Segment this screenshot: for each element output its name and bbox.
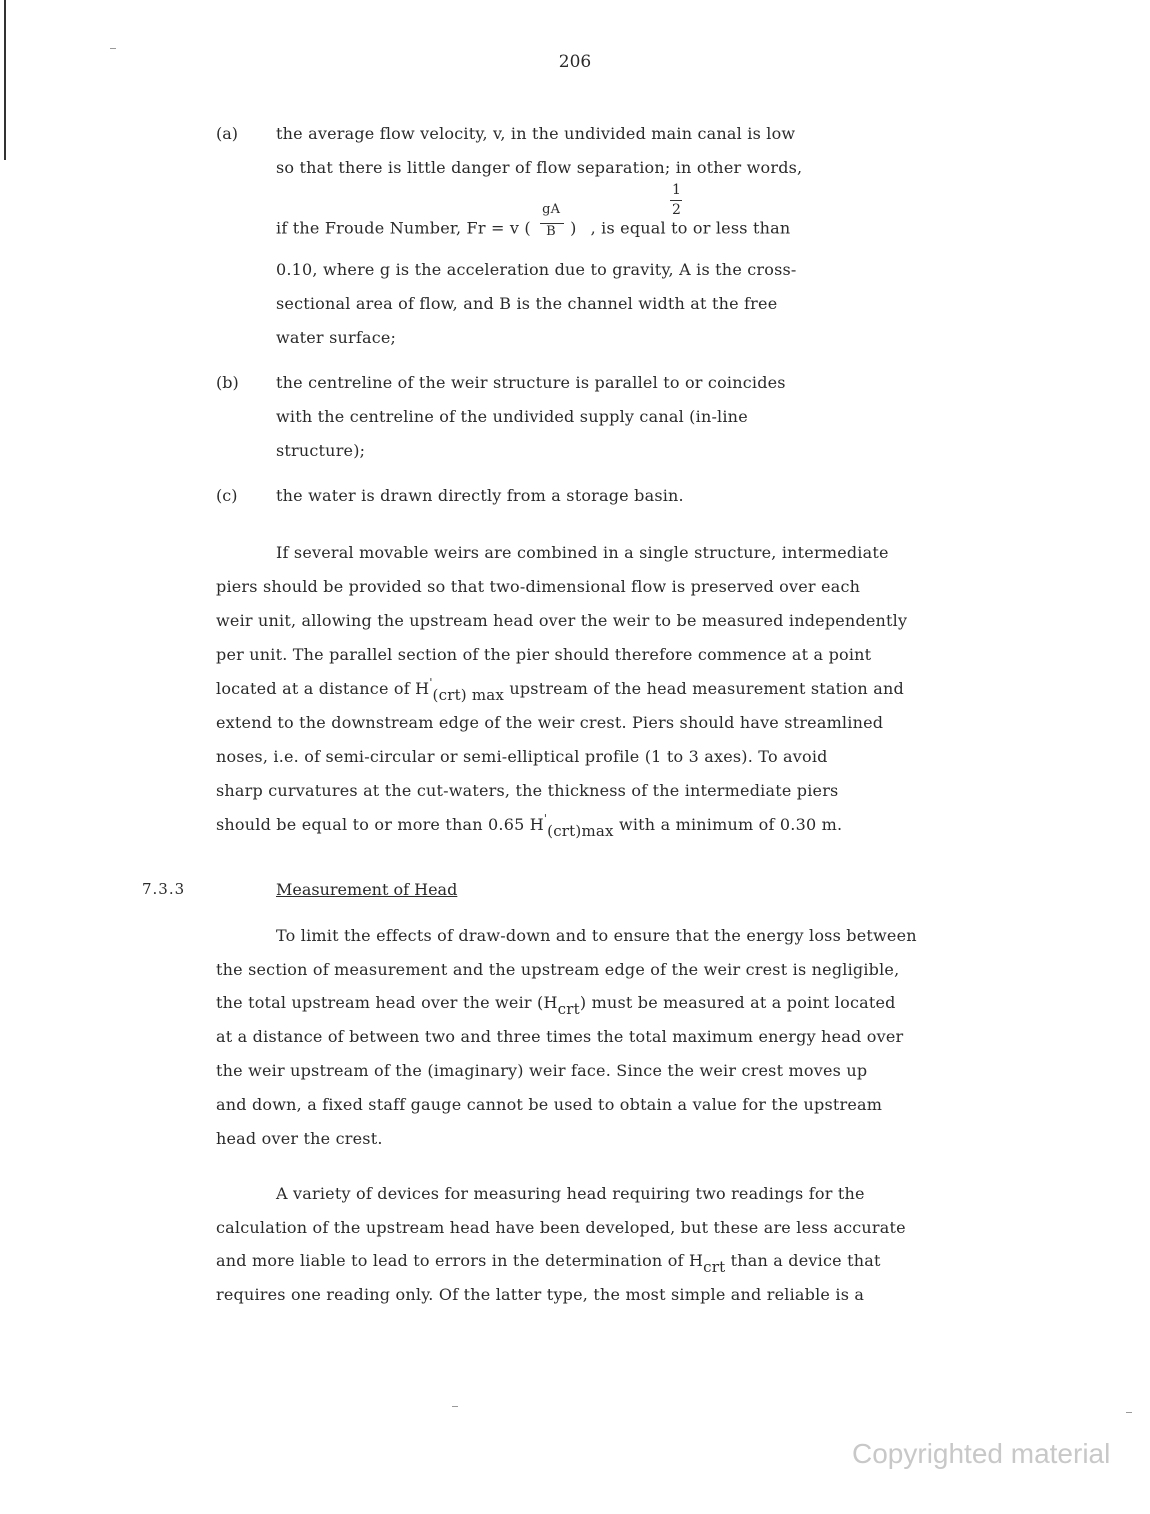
exponent-bar bbox=[670, 200, 682, 201]
para1-line-5-prefix: located at a distance of H bbox=[216, 679, 430, 698]
para2-line-2: the section of measurement and the upstream edge of the weir crest is negligible, bbox=[216, 960, 900, 979]
list-a-line-5: sectional area of flow, and B is the channel width at the free bbox=[276, 294, 778, 313]
para1-line-4: per unit. The parallel section of the pier should therefore commence at a point bbox=[216, 645, 872, 664]
scan-speck bbox=[110, 48, 116, 49]
para2-line-6: and down, a fixed staff gauge cannot be used to obtain a value for the upstream bbox=[216, 1095, 883, 1114]
para2-line-1: To limit the effects of draw-down and to ensure that the energy loss between bbox=[276, 926, 917, 945]
list-label-b: (b) bbox=[216, 373, 239, 392]
list-a-line-2: so that there is little danger of flow separation; in other words, bbox=[276, 158, 803, 177]
para1-line-5 bbox=[216, 676, 904, 704]
list-b-line-2: with the centreline of the undivided supply canal (in-line bbox=[276, 407, 748, 426]
list-c-line-1: the water is drawn directly from a storage basin. bbox=[276, 486, 684, 505]
froude-fraction bbox=[540, 202, 566, 244]
prime-mark: ' bbox=[543, 812, 548, 825]
para1-line-8: sharp curvatures at the cut-waters, the thickness of the intermediate piers bbox=[216, 781, 839, 800]
exponent-denominator: 2 bbox=[672, 202, 681, 218]
section-number: 7.3.3 bbox=[142, 880, 186, 898]
para1-line-1: If several movable weirs are combined in a single structure, intermediate bbox=[276, 543, 889, 562]
fraction-numerator: gA bbox=[542, 202, 561, 217]
para2-line-3 bbox=[216, 993, 896, 1018]
list-a-line-1: the average flow velocity, v, in the undivided main canal is low bbox=[276, 124, 796, 143]
para2-line-7: head over the crest. bbox=[216, 1129, 383, 1148]
froude-formula-line bbox=[276, 202, 791, 244]
list-a-line-6: water surface; bbox=[276, 328, 397, 347]
para1-line-9-suffix: with a minimum of 0.30 m. bbox=[613, 815, 843, 834]
para1-line-6: extend to the downstream edge of the weir crest. Piers should have streamlined bbox=[216, 713, 884, 732]
para1-line-9 bbox=[216, 812, 843, 840]
scan-speck bbox=[452, 1406, 458, 1407]
para3-line-4: requires one reading only. Of the latter type, the most simple and reliable is a bbox=[216, 1285, 865, 1304]
section-title: Measurement of Head bbox=[276, 880, 458, 899]
froude-close-paren: ) bbox=[570, 218, 577, 238]
list-b-line-3: structure); bbox=[276, 441, 366, 460]
para3-line-3-suffix: than a device that bbox=[725, 1251, 881, 1270]
para1-line-7: noses, i.e. of semi-circular or semi-elliptical profile (1 to 3 axes). To avoid bbox=[216, 747, 828, 766]
scan-speck bbox=[1126, 1412, 1132, 1413]
list-a-line-4: 0.10, where g is the acceleration due to gravity, A is the cross- bbox=[276, 260, 797, 279]
para1-line-3: weir unit, allowing the upstream head over the weir to be measured independently bbox=[216, 611, 908, 630]
para2-line-3-suffix: ) must be measured at a point located bbox=[579, 993, 896, 1012]
para1-line-2: piers should be provided so that two-dimensional flow is preserved over each bbox=[216, 577, 861, 596]
fraction-denominator: B bbox=[546, 224, 556, 239]
para2-line-3-prefix: the total upstream head over the weir (H bbox=[216, 993, 558, 1012]
para1-line-5-suffix: upstream of the head measurement station and bbox=[504, 679, 904, 698]
page-number: 206 bbox=[558, 52, 592, 72]
para1-line-9-prefix: should be equal to or more than 0.65 H bbox=[216, 815, 544, 834]
para2-line-4: at a distance of between two and three times the total maximum energy head over bbox=[216, 1027, 904, 1046]
scan-edge-line bbox=[4, 0, 6, 160]
para3-line-1: A variety of devices for measuring head requiring two readings for the bbox=[276, 1184, 865, 1203]
para3-line-3-prefix: and more liable to lead to errors in the determination of H bbox=[216, 1251, 704, 1270]
froude-formula-prefix: if the Froude Number, Fr = v ( bbox=[276, 218, 531, 238]
list-label-a: (a) bbox=[216, 124, 239, 143]
exponent-numerator: 1 bbox=[672, 182, 681, 198]
subscript-crt: crt bbox=[703, 1258, 726, 1276]
para3-line-3 bbox=[216, 1251, 881, 1276]
copyright-watermark: Copyrighted material bbox=[852, 1438, 1111, 1469]
subscript-crt-max: (crt) max bbox=[432, 686, 505, 704]
subscript-crt: crt bbox=[557, 1000, 580, 1018]
subscript-crt-max: (crt)max bbox=[547, 822, 614, 840]
froude-formula-suffix: , is equal to or less than bbox=[590, 218, 791, 238]
para2-line-5: the weir upstream of the (imaginary) weir face. Since the weir crest moves up bbox=[216, 1061, 868, 1080]
list-label-c: (c) bbox=[216, 486, 238, 505]
list-b-line-1: the centreline of the weir structure is parallel to or coincides bbox=[276, 373, 786, 392]
prime-mark: ' bbox=[429, 676, 433, 689]
para3-line-2: calculation of the upstream head have been developed, but these are less accurate bbox=[216, 1218, 906, 1237]
